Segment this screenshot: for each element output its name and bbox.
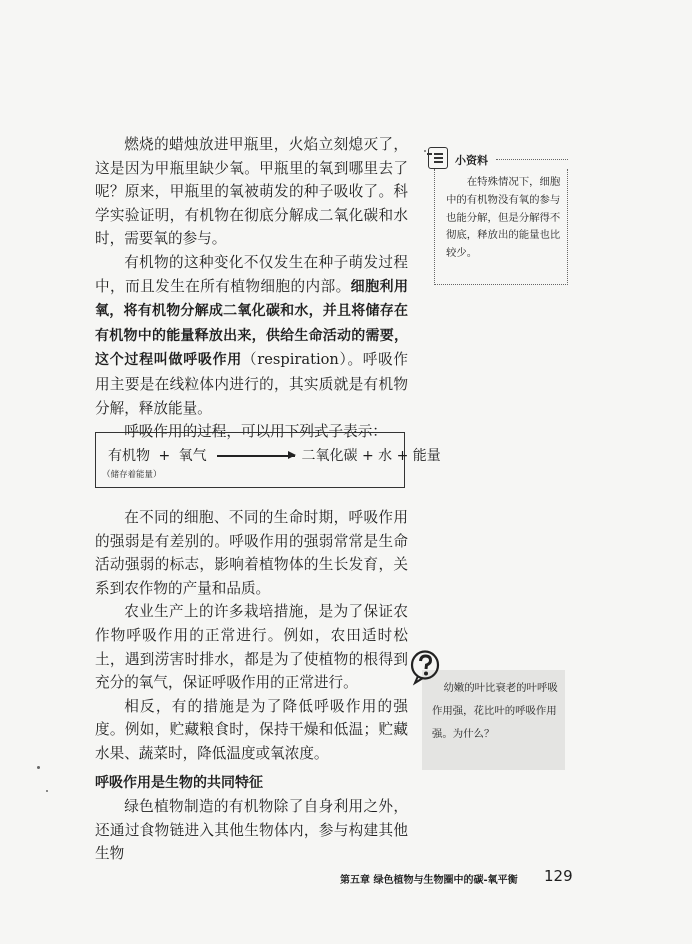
formula-organic: 有机物 (108, 448, 150, 464)
sidebar-question-text: 幼嫩的叶比衰老的叶呼吸作用强，花比叶的呼吸作用强。为什么？ (432, 682, 558, 740)
main-text-block-1 (95, 133, 408, 444)
main-text-block-2 (95, 506, 408, 866)
section-heading: 呼吸作用是生物的共同特征 (95, 774, 263, 791)
formula-line (108, 445, 445, 465)
paragraph (95, 251, 408, 420)
chapter-footer: 第五章 绿色植物与生物圈中的碳-氧平衡 (340, 875, 518, 886)
formula-products: 二氧化碳 + 水 + 能量 (301, 448, 441, 464)
scan-speck (46, 790, 48, 792)
sidebar-note-title: 小资料 (455, 154, 488, 167)
sidebar-question (410, 650, 565, 770)
scan-speck (424, 150, 426, 152)
formula-plus: + (158, 448, 171, 464)
formula-oxygen: 氧气 (178, 448, 207, 464)
paragraph-text: （respiration）。呼吸作用主要是在线粒体内进行的，其实质就是有机物分解，释放能量。 (95, 351, 408, 417)
respiration-formula-box (95, 432, 441, 488)
paragraph: 呼吸作用的过程，可以用下列式子表示： (124, 423, 387, 441)
paragraph: 燃烧的蜡烛放进甲瓶里，火焰立刻熄灭了，这是因为甲瓶里缺少氧。甲瓶里的氧到哪里去了呢？原来，甲瓶里的氧被萌发的种子吸收了。科学实验证明，有机物在彻底分解成二氧化碳和水时，需要氧的参与。 (95, 136, 408, 248)
sidebar-note (428, 147, 568, 285)
formula-note: （储存着能量） (102, 470, 162, 480)
paragraph: 绿色植物制造的有机物除了自身利用之外，还通过食物链进入其他生物体内，参与构建其他生物 (95, 798, 408, 863)
divider (496, 159, 568, 160)
sidebar-note-text: 在特殊情况下，细胞中的有机物没有氧的参与也能分解，但是分解得不彻底，释放出的能量也比较少。 (446, 176, 561, 260)
arrow-right-icon (217, 455, 295, 456)
paragraph: 农业生产上的许多栽培措施，是为了保证农作物呼吸作用的正常进行。例如，农田适时松土，遇到涝害时排水，都是为了使植物的根得到充分的氧气，保证呼吸作用的正常进行。 (95, 603, 408, 692)
scan-speck (37, 766, 40, 769)
paragraph-text: 有机物的这种变化不仅发生在种子萌发过程中，而且发生在所有植物细胞的内部。 (95, 253, 408, 295)
note-icon (428, 147, 448, 169)
definition-bold-text: 细胞利用氧，将有机物分解成二氧化碳和水，并且将储存在有机物中的能量释放出来，供给生命活动的需要，这个过程叫做呼吸作用 (95, 278, 408, 369)
paragraph: 相反，有的措施是为了降低呼吸作用的强度。例如，贮藏粮食时，保持干燥和低温；贮藏水果、蔬菜时，降低温度或氧浓度。 (95, 697, 408, 762)
paragraph: 在不同的细胞、不同的生命时期，呼吸作用的强弱是有差别的。呼吸作用的强弱常常是生命活动强弱的标志，影响着植物体的生长发育，关系到农作物的产量和品质。 (95, 509, 408, 597)
page-number: 129 (544, 867, 573, 885)
